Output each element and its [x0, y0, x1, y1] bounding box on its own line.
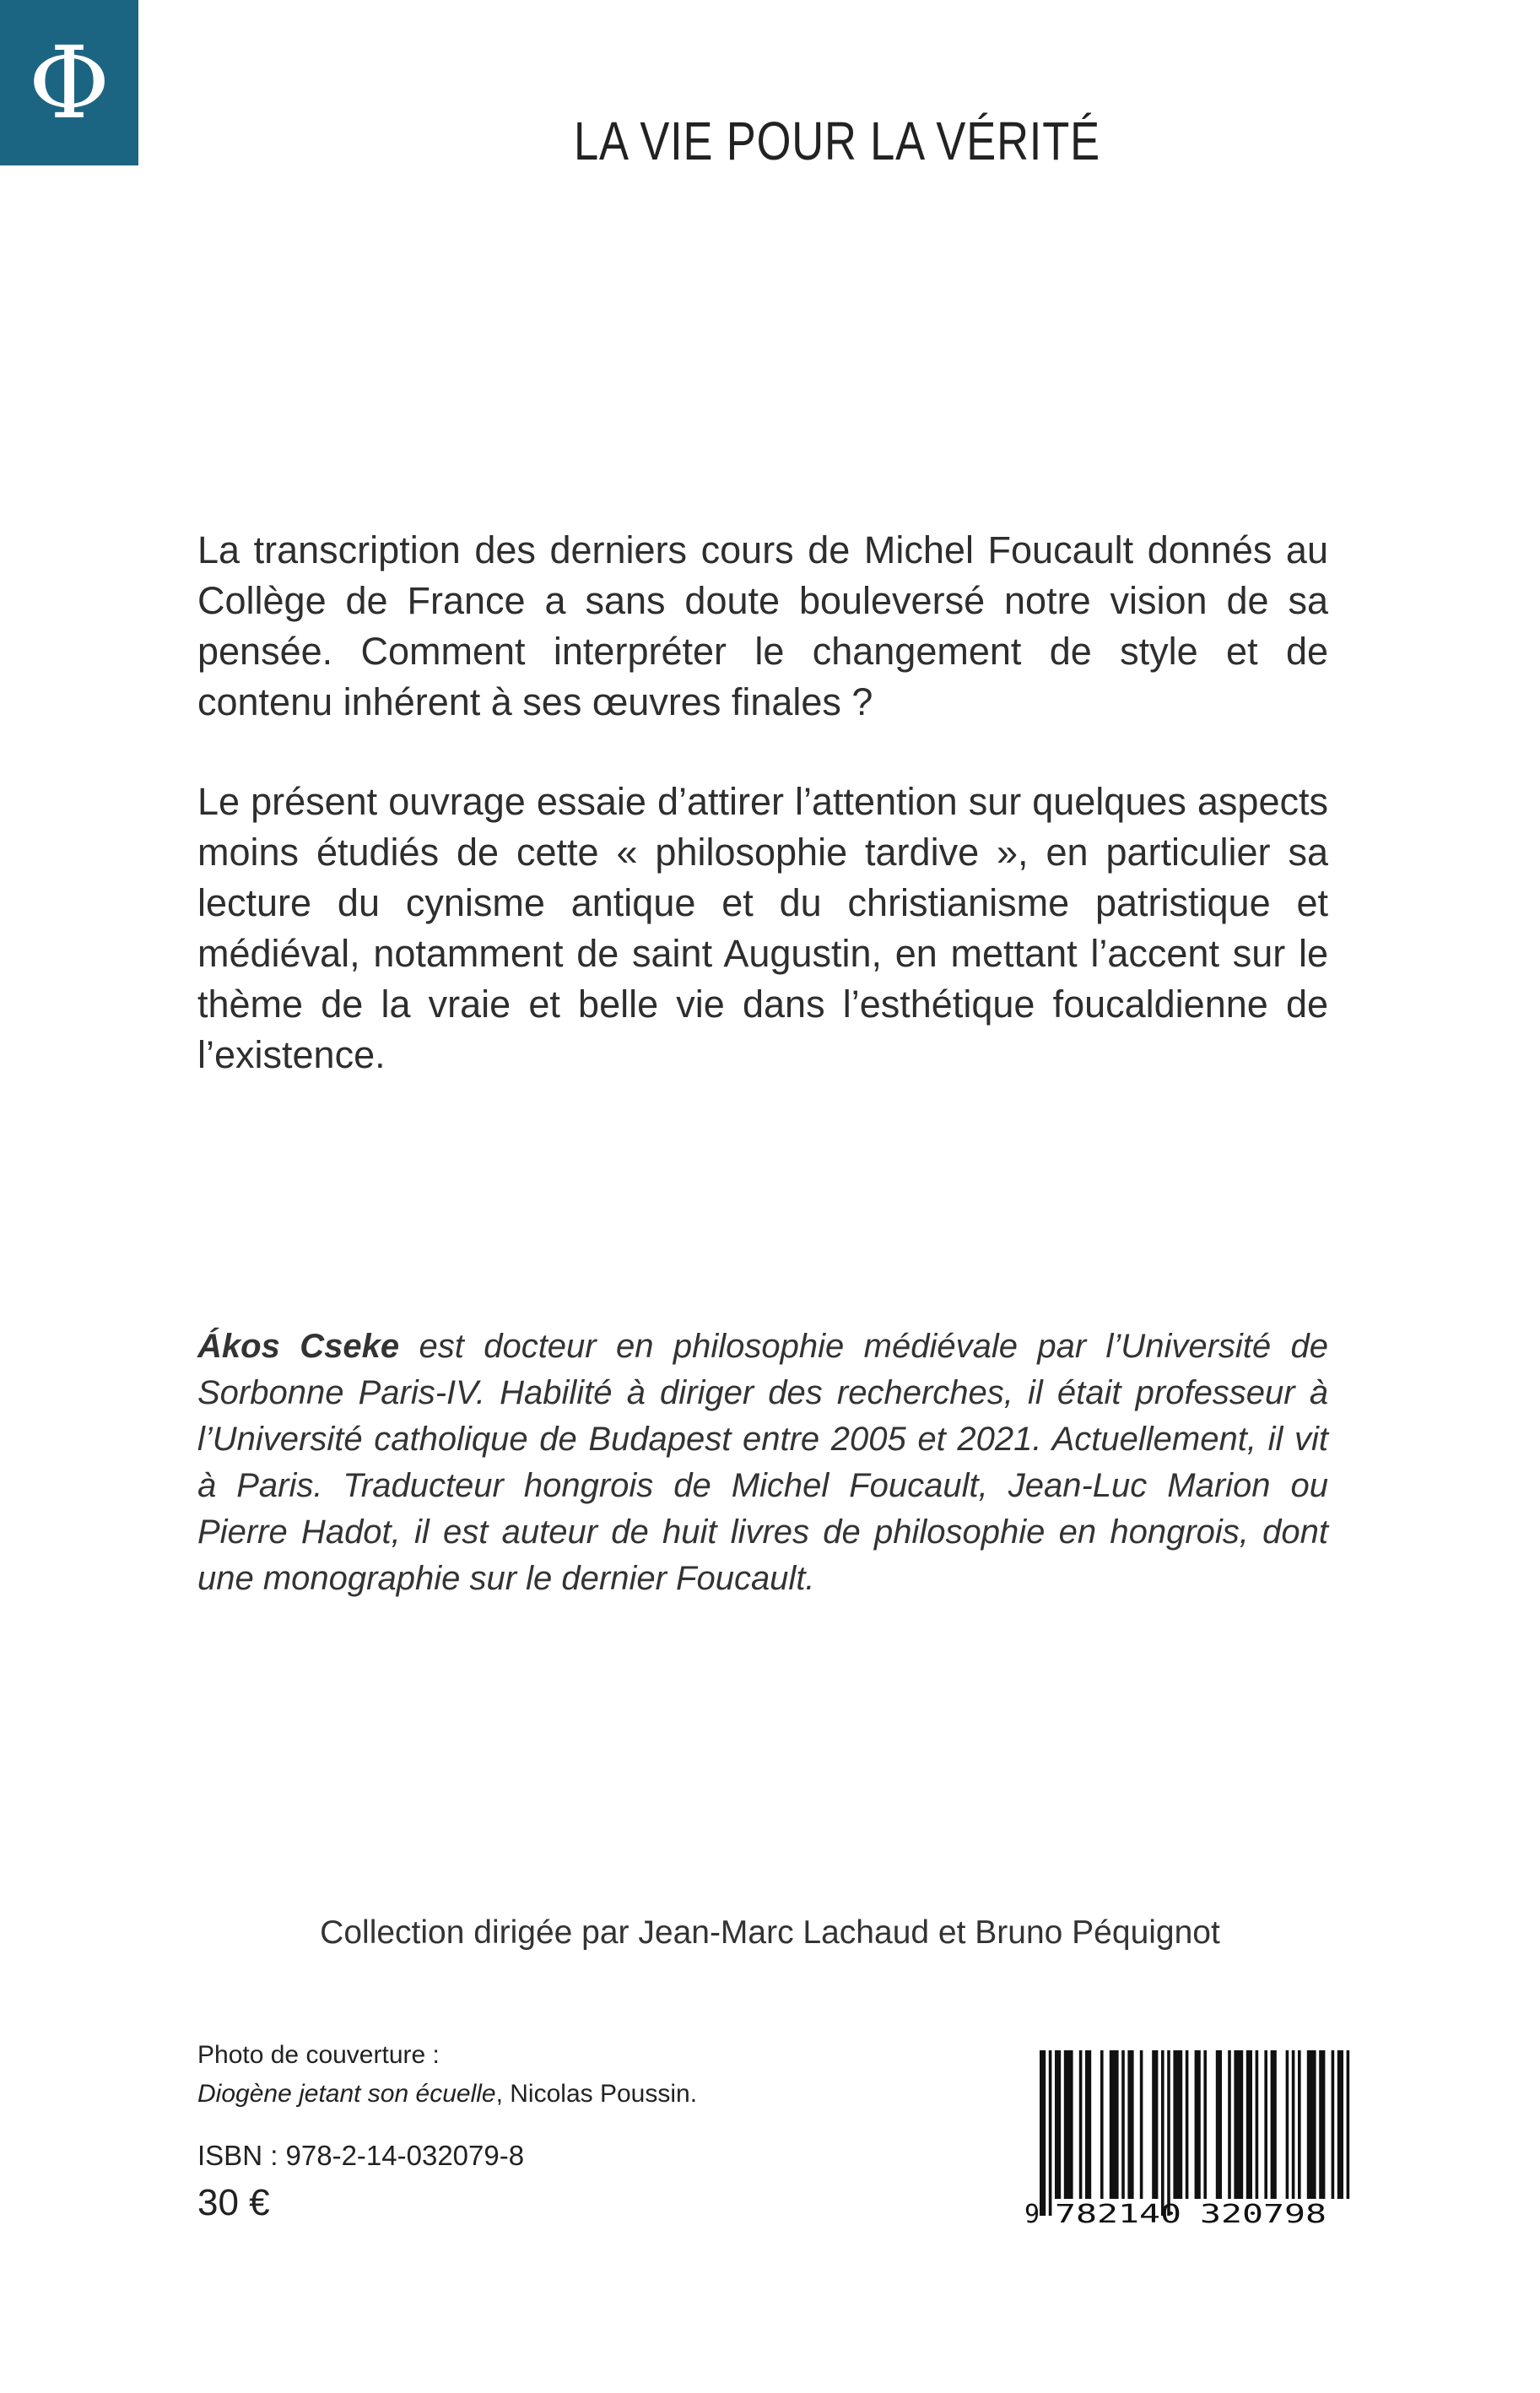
barcode-bar	[1264, 2050, 1267, 2199]
author-bio-text: est docteur en philosophie médiévale par l’Université de Sorbonne Paris-IV. Habilité à diriger des recherches, il était professeur à l’Université catholique de Budapest entre 2005 et 2021. Actuellement, il vit à Paris. Traducteur hongrois de Michel Foucault, Jean-Luc Marion ou Pierre Hadot, il est auteur de huit livres de philosophie en hongrois, dont une monographie sur le dernier Foucault.	[197, 1328, 1329, 1597]
barcode-bar	[1100, 2050, 1104, 2199]
barcode-bar	[1271, 2050, 1277, 2199]
barcode	[1021, 2047, 1354, 2228]
barcode-bar	[1049, 2050, 1052, 2216]
book-title: LA VIE POUR LA VÉRITÉ	[574, 111, 1100, 171]
price: 30 €	[197, 2182, 270, 2223]
barcode-bar	[1167, 2050, 1170, 2216]
barcode-bar	[1203, 2050, 1207, 2199]
barcode-right-digits: 320798	[1200, 2200, 1327, 2228]
barcode-bar	[1064, 2050, 1073, 2199]
barcode-bar	[1085, 2050, 1091, 2199]
photo-credit	[197, 2036, 697, 2114]
barcode-bar	[1307, 2050, 1316, 2199]
publisher-logo	[0, 0, 138, 165]
barcode-bar	[1127, 2050, 1133, 2199]
barcode-bar	[1234, 2050, 1243, 2199]
barcode-bar	[1298, 2050, 1301, 2199]
barcode-bar	[1347, 2050, 1350, 2199]
photo-credit-label: Photo de couverture :	[197, 2041, 440, 2069]
barcode-bar	[1195, 2050, 1201, 2199]
barcode-bar	[1186, 2050, 1189, 2199]
barcode-bar	[1256, 2050, 1259, 2199]
isbn: ISBN : 978-2-14-032079-8	[197, 2140, 525, 2171]
barcode-bar	[1110, 2050, 1119, 2199]
barcode-bar	[1140, 2050, 1143, 2199]
barcode-bar	[1040, 2050, 1046, 2216]
summary-paragraph-2: Le présent ouvrage essaie d’attirer l’attention sur quelques aspects moins étudiés de cette « philosophie tardive », en particulier sa lecture du cynisme antique et du christianisme patristique et médiéval, notamment de saint Augustin, en mettant l’accent sur le thème de la vraie et belle vie dans l’esthétique foucaldienne de l’existence.	[197, 780, 1328, 1076]
barcode-bar	[1319, 2050, 1325, 2199]
barcode-bar	[1246, 2050, 1252, 2199]
barcode-bar	[1121, 2050, 1125, 2199]
barcode-bars	[1040, 2050, 1354, 2216]
summary-paragraph-1: La transcription des derniers cours de Michel Foucault donnés au Collège de France a sans doute bouleversé notre vision de sa pensée. Comment interpréter le changement de style et de contenu inhérent à ses œuvres finales ?	[197, 528, 1328, 723]
barcode-bar	[1228, 2050, 1231, 2199]
collection-credit: Collection dirigée par Jean-Marc Lachaud et Bruno Péquignot	[320, 1914, 1220, 1951]
barcode-bar	[1332, 2050, 1335, 2199]
barcode-bar	[1173, 2050, 1182, 2199]
barcode-bar	[1286, 2050, 1289, 2199]
barcode-bar	[1161, 2050, 1164, 2216]
barcode-bar	[1292, 2050, 1295, 2199]
author-name: Ákos Cseke	[197, 1328, 400, 1365]
photo-credit-line	[197, 2075, 697, 2114]
barcode-bar	[1079, 2050, 1083, 2199]
barcode-bar	[1055, 2050, 1061, 2199]
author-bio	[197, 1324, 1328, 1602]
photo-artist: , Nicolas Poussin.	[495, 2080, 698, 2108]
barcode-bar	[1216, 2050, 1222, 2199]
barcode-first-digit: 9	[1024, 2200, 1040, 2228]
barcode-left-digits: 782140	[1055, 2200, 1181, 2228]
phi-logo-icon: Φ	[28, 24, 111, 141]
barcode-bar	[1337, 2050, 1343, 2199]
photo-work-title: Diogène jetant son écuelle	[197, 2080, 496, 2108]
barcode-bar	[1152, 2050, 1158, 2199]
